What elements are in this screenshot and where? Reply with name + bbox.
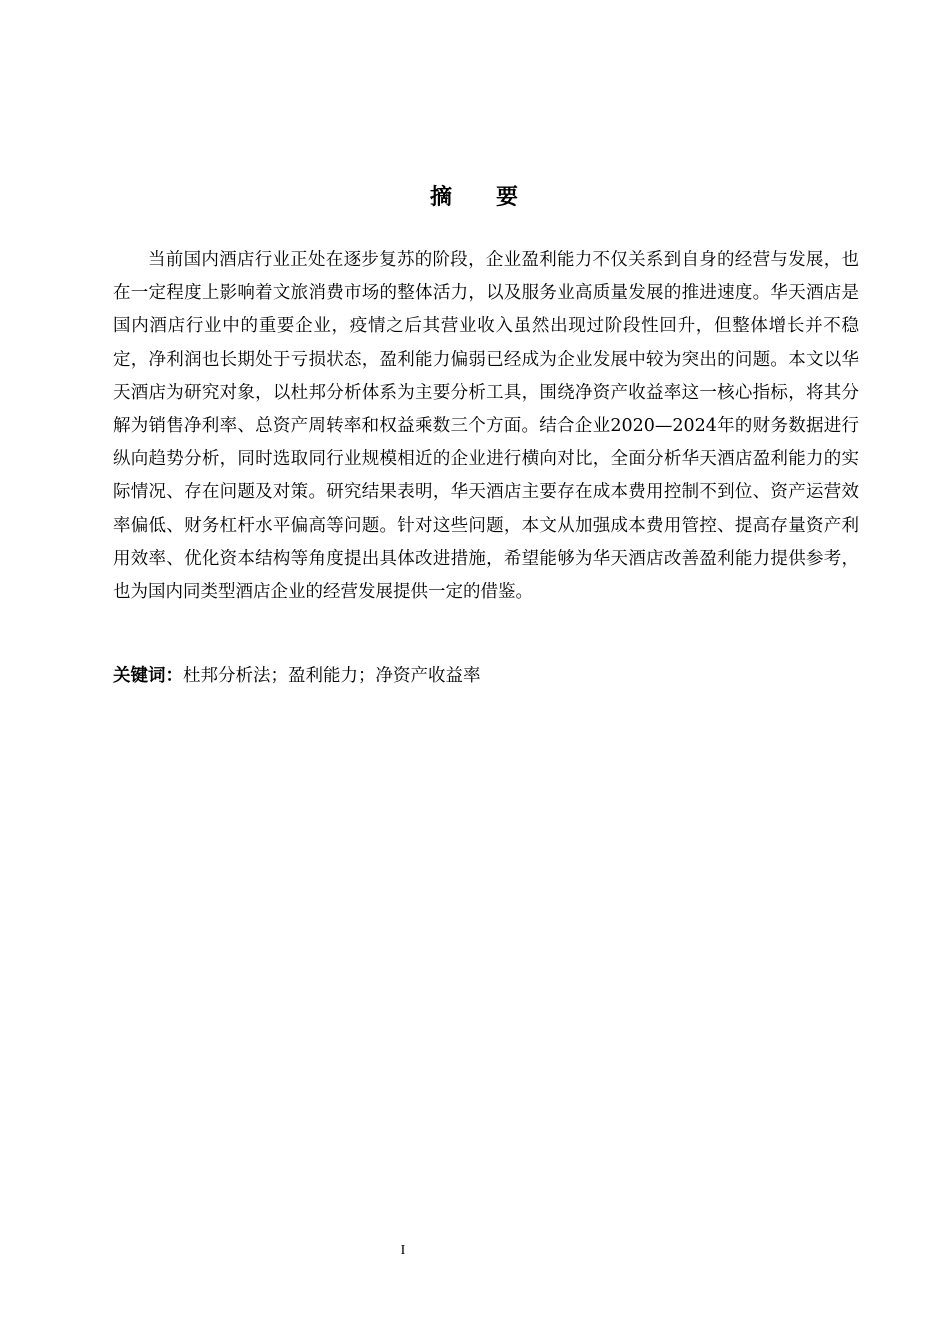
abstract-title (0, 180, 950, 211)
page-number: I (400, 1243, 406, 1258)
abstract-body: 当前国内酒店行业正处在逐步复苏的阶段，企业盈利能力不仅关系到自身的经营与发展，也在一定程度上影响着文旅消费市场的整体活力，以及服务业高质量发展的推进速度。华天酒店是国内酒店行业中的重要企业，疫情之后其营业收入虽然出现过阶段性回升，但整体增长并不稳定，净利润也长期处于亏损状态，盈利能力偏弱已经成为企业发展中较为突出的问题。本文以华天酒店为研究对象，以杜邦分析体系为主要分析工具，围绕净资产收益率这一核心指标，将其分解为销售净利率、总资产周转率和权益乘数三个方面。结合企业2020—2024年的财务数据进行纵向趋势分析，同时选取同行业规模相近的企业进行横向对比，全面分析华天酒店盈利能力的实际情况、存在问题及对策。研究结果表明，华天酒店主要存在成本费用控制不到位、资产运营效率偏低、财务杠杆水平偏高等问题。针对这些问题，本文从加强成本费用管控、提高存量资产利用效率、优化资本结构等角度提出具体改进措施，希望能够为华天酒店改善盈利能力提供参考，也为国内同类型酒店企业的经营发展提供一定的借鉴。 (113, 250, 859, 603)
keywords-line (113, 660, 859, 693)
abstract-title-char-1: 摘 (429, 185, 454, 210)
abstract-title-char-2: 要 (496, 185, 521, 210)
keywords-value: 杜邦分析法；盈利能力；净资产收益率 (183, 666, 481, 686)
keywords-label: 关键词： (113, 666, 183, 686)
